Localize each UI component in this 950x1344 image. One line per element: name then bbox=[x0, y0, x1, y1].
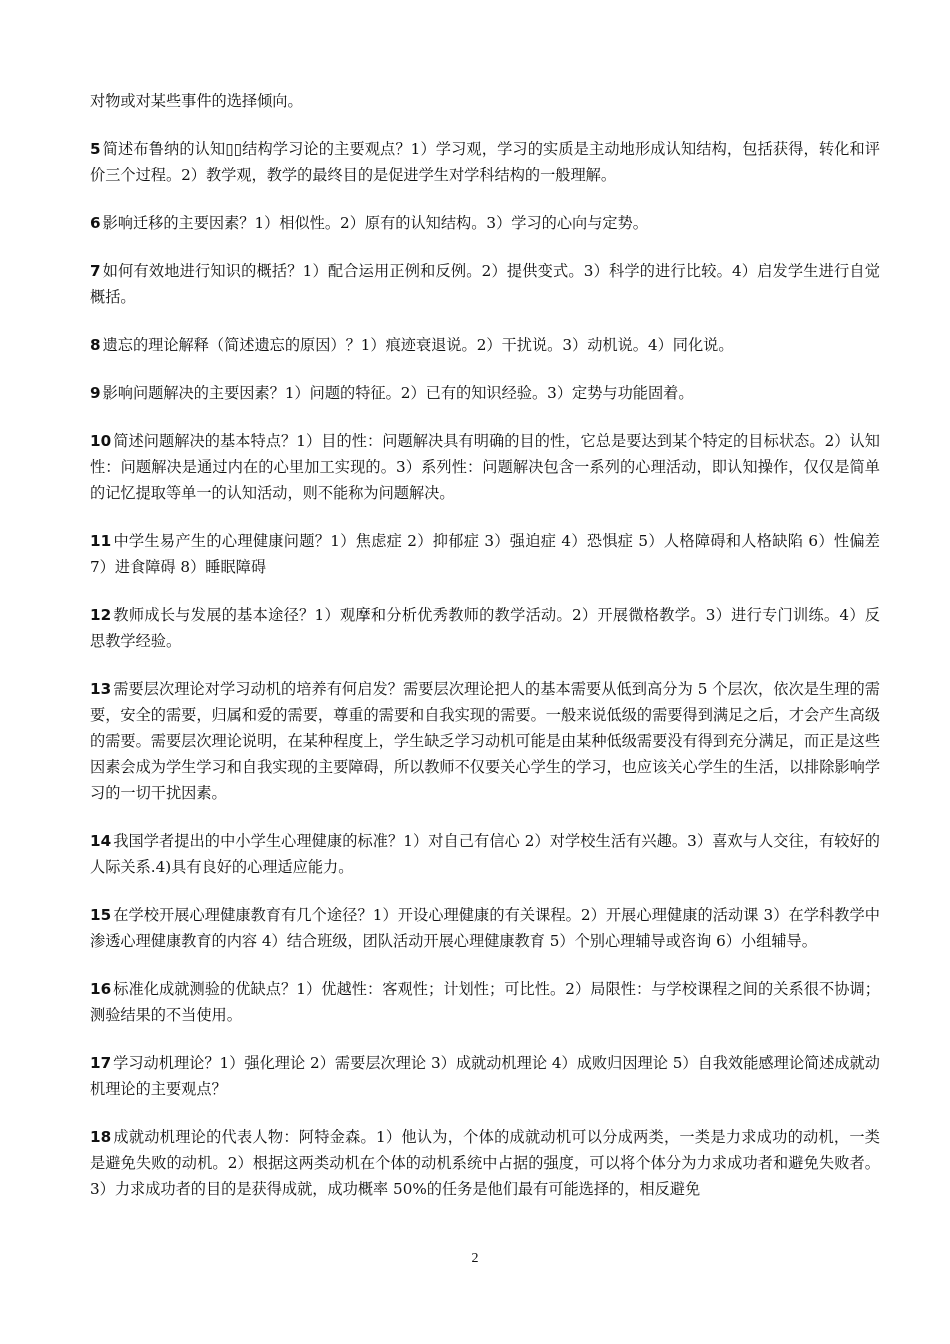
question-paragraph bbox=[90, 902, 880, 954]
question-number: 11 bbox=[90, 532, 112, 550]
question-text: 标准化成就测验的优缺点？1）优越性：客观性；计划性；可比性。2）局限性：与学校课程之间的关系很不协调；测验结果的不当使用。 bbox=[90, 980, 880, 1024]
question-number: 13 bbox=[90, 680, 112, 698]
question-number: 6 bbox=[90, 214, 101, 232]
question-paragraph bbox=[90, 210, 880, 236]
question-number: 8 bbox=[90, 336, 101, 354]
question-text: 影响迁移的主要因素？1）相似性。2）原有的认知结构。3）学习的心向与定势。 bbox=[102, 214, 648, 232]
question-text: 学习动机理论？1）强化理论 2）需要层次理论 3）成就动机理论 4）成败归因理论 5）自我效能感理论简述成就动机理论的主要观点？ bbox=[90, 1054, 880, 1098]
question-number: 7 bbox=[90, 262, 101, 280]
question-text: 简述布鲁纳的认知▯▯结构学习论的主要观点？1）学习观，学习的实质是主动地形成认知结构，包括获得，转化和评价三个过程。2）教学观，教学的最终目的是促进学生对学科结构的一般理解。 bbox=[90, 140, 880, 184]
question-paragraph bbox=[90, 528, 880, 580]
question-paragraph bbox=[90, 380, 880, 406]
question-paragraph bbox=[90, 828, 880, 880]
question-paragraph bbox=[90, 136, 880, 188]
question-text: 在学校开展心理健康教育有几个途径？1）开设心理健康的有关课程。2）开展心理健康的活动课 3）在学科教学中渗透心理健康教育的内容 4）结合班级，团队活动开展心理健康教育 5）个别心理辅导或咨询 6）小组辅导。 bbox=[90, 906, 880, 950]
question-paragraph bbox=[90, 332, 880, 358]
document-body bbox=[90, 88, 880, 1224]
page-number: 2 bbox=[471, 1251, 479, 1266]
question-text: 成就动机理论的代表人物：阿特金森。1）他认为，个体的成就动机可以分成两类，一类是力求成功的动机，一类是避免失败的动机。2）根据这两类动机在个体的动机系统中占据的强度，可以将个体分为力求成功者和避免失败者。3）力求成功者的目的是获得成就，成功概率 50%的任务是他们最有可能选择的，相反避免 bbox=[90, 1128, 880, 1198]
question-paragraph bbox=[90, 428, 880, 506]
question-text: 中学生易产生的心理健康问题？1）焦虑症 2）抑郁症 3）强迫症 4）恐惧症 5）人格障碍和人格缺陷 6）性偏差 7）进食障碍 8）睡眠障碍 bbox=[90, 532, 880, 576]
question-number: 12 bbox=[90, 606, 112, 624]
question-number: 10 bbox=[90, 432, 112, 450]
question-number: 16 bbox=[90, 980, 112, 998]
question-text: 简述问题解决的基本特点？1）目的性：问题解决具有明确的目的性，它总是要达到某个特定的目标状态。2）认知性：问题解决是通过内在的心里加工实现的。3）系列性：问题解决包含一系列的心理活动，即认知操作，仅仅是简单的记忆提取等单一的认知活动，则不能称为问题解决。 bbox=[90, 432, 880, 502]
intro-line: 对物或对某些事件的选择倾向。 bbox=[90, 92, 303, 110]
question-number: 17 bbox=[90, 1054, 112, 1072]
question-paragraph bbox=[90, 676, 880, 806]
question-number: 5 bbox=[90, 140, 101, 158]
paragraph-list bbox=[90, 136, 880, 1202]
question-text: 教师成长与发展的基本途径？1）观摩和分析优秀教师的教学活动。2）开展微格教学。3）进行专门训练。4）反思教学经验。 bbox=[90, 606, 880, 650]
question-paragraph bbox=[90, 1050, 880, 1102]
question-paragraph bbox=[90, 602, 880, 654]
question-text: 如何有效地进行知识的概括？1）配合运用正例和反例。2）提供变式。3）科学的进行比较。4）启发学生进行自觉概括。 bbox=[90, 262, 880, 306]
question-paragraph bbox=[90, 258, 880, 310]
question-paragraph bbox=[90, 1124, 880, 1202]
question-number: 15 bbox=[90, 906, 112, 924]
question-number: 18 bbox=[90, 1128, 112, 1146]
question-paragraph bbox=[90, 976, 880, 1028]
question-number: 9 bbox=[90, 384, 101, 402]
question-text: 我国学者提出的中小学生心理健康的标准？1）对自己有信心 2）对学校生活有兴趣。3）喜欢与人交往，有较好的人际关系.4)具有良好的心理适应能力。 bbox=[90, 832, 880, 876]
question-text: 影响问题解决的主要因素？1）问题的特征。2）已有的知识经验。3）定势与功能固着。 bbox=[102, 384, 694, 402]
question-text: 遗忘的理论解释（简述遗忘的原因）？1）痕迹衰退说。2）干扰说。3）动机说。4）同化说。 bbox=[102, 336, 734, 354]
question-number: 14 bbox=[90, 832, 112, 850]
question-text: 需要层次理论对学习动机的培养有何启发？需要层次理论把人的基本需要从低到高分为 5 个层次，依次是生理的需要，安全的需要，归属和爱的需要，尊重的需要和自我实现的需要。一般来说低级的需要得到满足之后，才会产生高级的需要。需要层次理论说明，在某种程度上，学生缺乏学习动机可能是由某种低级需要没有得到充分满足，而正是这些因素会成为学生学习和自我实现的主要障碍，所以教师不仅要关心学生的学习，也应该关心学生的生活，以排除影响学习的一切干扰因素。 bbox=[90, 680, 880, 802]
